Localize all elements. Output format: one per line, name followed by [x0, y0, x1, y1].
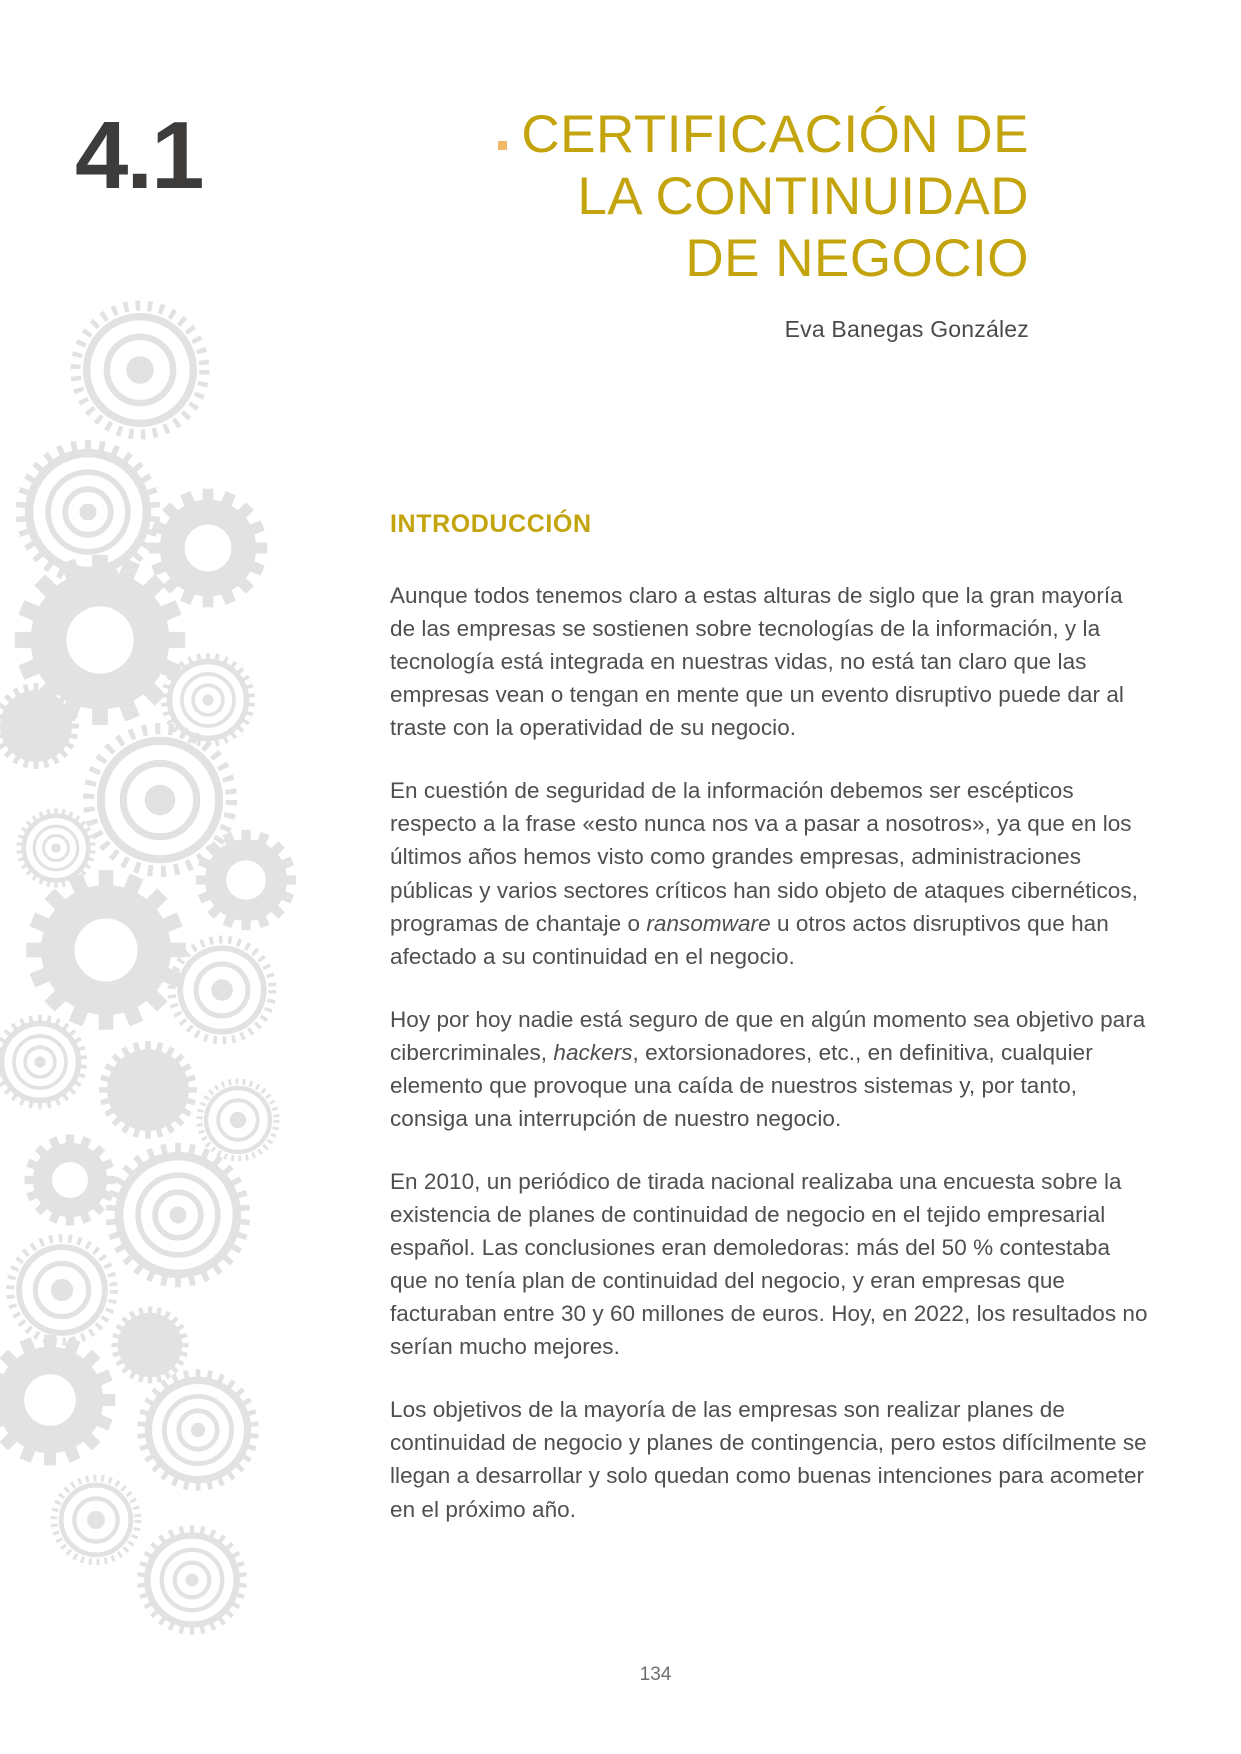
paragraph-3-lead: Hoy por hoy nadie está seguro de que en algún momento sea objetivo para cibercriminales, [390, 1006, 1146, 1065]
author-name: Eva Banegas González [784, 316, 1029, 342]
italic-term-hackers: hackers [553, 1039, 633, 1065]
paragraph-4: En 2010, un periódico de tirada nacional realizaba una encuesta sobre la existencia de planes de continuidad de negocio en el tejido empresarial español. Las conclusiones eran demoledoras: más del 50 % contestaba que no tenía plan de continuidad del negocio, y eran empresas que facturaban entre 30 y 60 millones de euros. Hoy, en 2022, los resultados no serían mucho mejores. [390, 1168, 1148, 1360]
italic-term-ransomware: ransomware [646, 910, 771, 936]
title-bullet-icon [498, 141, 507, 150]
paragraph-2 [390, 774, 1148, 972]
page-title [369, 104, 1029, 290]
paragraph-1: Aunque todos tenemos claro a estas alturas de siglo que la gran mayoría de las empresas se sostienen sobre tecnologías de la información, y la tecnología está integrada en nuestras vidas, no está tan claro que las empresas vean o tengan en mente que un evento disruptivo puede dar al traste con la operatividad de su negocio. [390, 583, 1124, 741]
article-body [390, 510, 1148, 1556]
gear-decoration-field [0, 0, 360, 1754]
page-number: 134 [639, 1664, 672, 1685]
page-title-line-3: DE NEGOCIO [685, 229, 1029, 288]
page-title-line-2: LA CONTINUIDAD [577, 167, 1029, 226]
paragraph-3 [390, 1003, 1148, 1135]
paragraph-2-tail: u otros actos disruptivos que han afectado a su continuidad en el negocio. [390, 910, 1109, 969]
chapter-number: 4.1 [75, 102, 203, 209]
paragraph-2-lead: En cuestión de seguridad de la información debemos ser escépticos respecto a la frase «esto nunca nos va a pasar a nosotros», ya que en los últimos años hemos visto como grandes empresas, administraciones públicas y varios sectores críticos han sido objeto de ataques cibernéticos, programas de chantaje o [390, 778, 1138, 936]
paragraph-3-tail: , extorsionadores, etc., en definitiva, cualquier elemento que provoque una caída de nuestros sistemas y, por tanto, consiga una interrupción de nuestro negocio. [390, 1039, 1093, 1131]
page-title-line-1: CERTIFICACIÓN DE [521, 105, 1029, 164]
gear-icon [0, 306, 296, 1635]
paragraph-5: Los objetivos de la mayoría de las empresas son realizar planes de continuidad de negocio y planes de contingencia, pero estos difícilmente se llegan a desarrollar y solo quedan como buenas intenciones para acometer en el próximo año. [390, 1397, 1147, 1522]
title-block [369, 104, 1029, 343]
section-heading-introduccion: INTRODUCCIÓN [390, 510, 592, 538]
